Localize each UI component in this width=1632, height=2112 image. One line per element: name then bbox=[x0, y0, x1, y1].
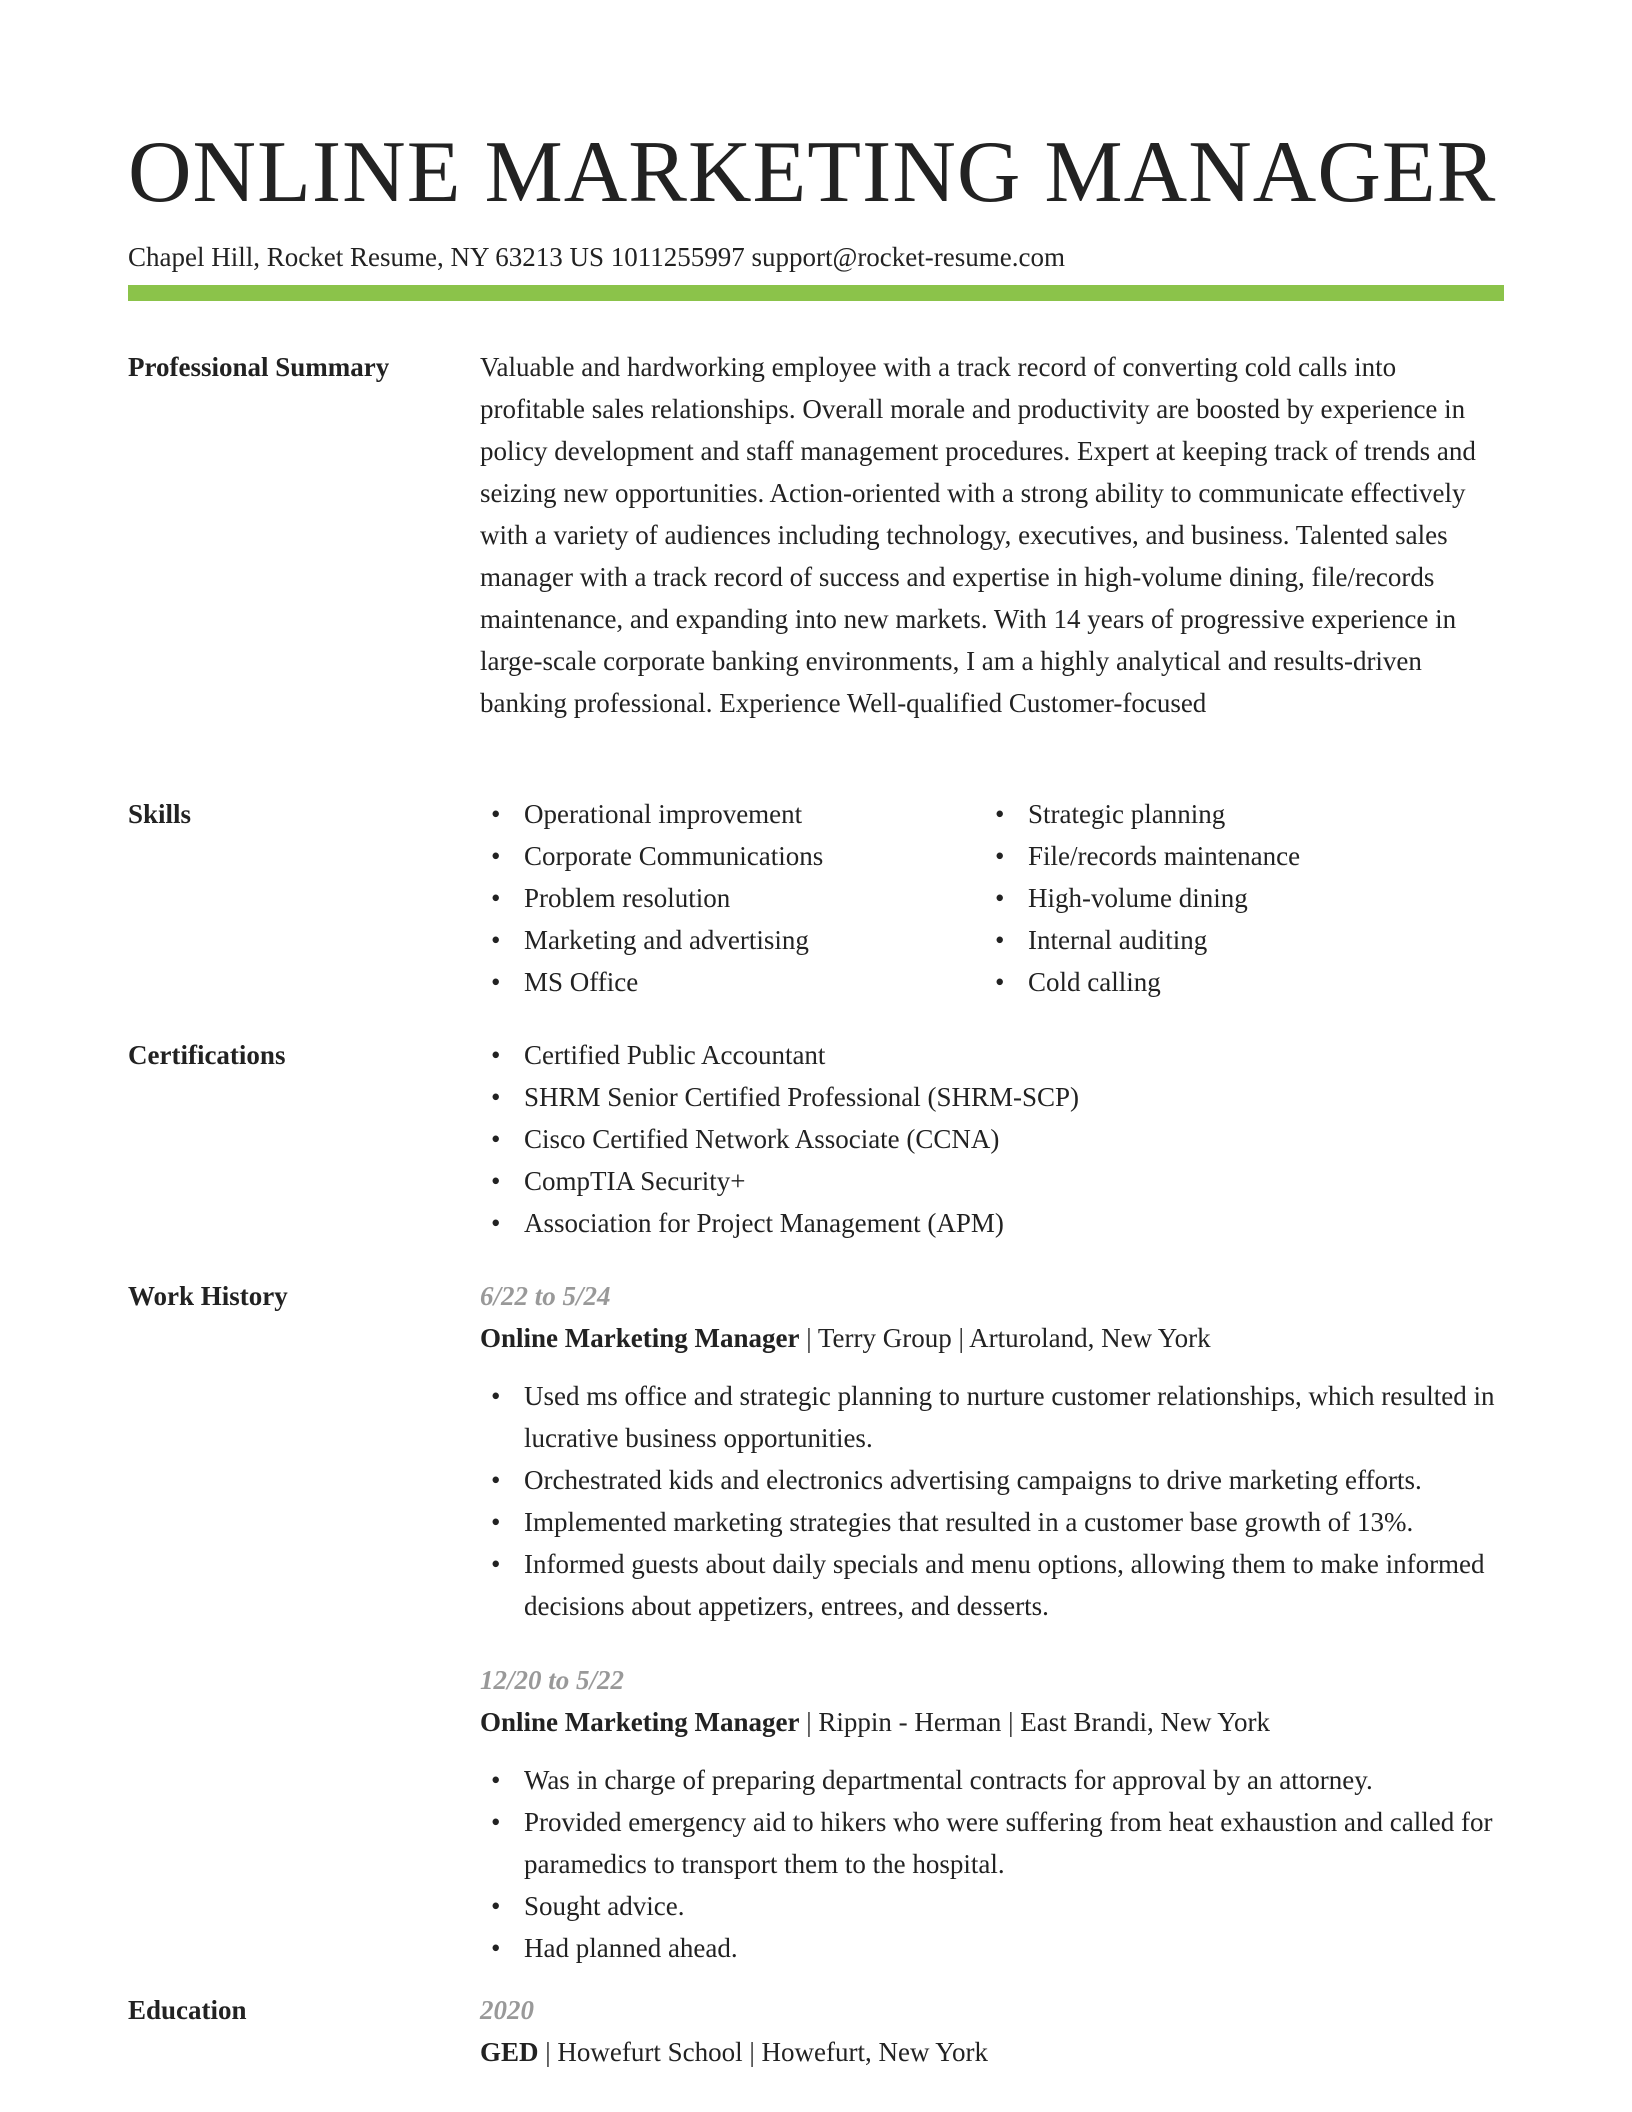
resume-header bbox=[128, 118, 1504, 274]
list-item: • Sought advice. bbox=[480, 1885, 1504, 1927]
list-item: • Corporate Communications bbox=[480, 835, 984, 877]
job-title: Online Marketing Manager bbox=[480, 1707, 800, 1737]
section-label-education: Education bbox=[128, 1995, 247, 2025]
education-content bbox=[480, 1989, 1504, 2073]
job-dates: 12/20 to 5/22 bbox=[480, 1665, 625, 1695]
job-entry bbox=[480, 1659, 1504, 1969]
list-item: • Provided emergency aid to hikers who were suffering from heat exhaustion and called for paramedics to transport them to the hospital. bbox=[480, 1801, 1504, 1885]
skills-content bbox=[480, 793, 1504, 1003]
education-year: 2020 bbox=[480, 1995, 534, 2025]
skills-list-left bbox=[480, 793, 984, 1003]
list-item: • Was in charge of preparing departmental contracts for approval by an attorney. bbox=[480, 1759, 1504, 1801]
education-details: | Howefurt School | Howefurt, New York bbox=[538, 2037, 989, 2067]
job-title-line bbox=[480, 1317, 1504, 1359]
job-details: | Terry Group | Arturoland, New York bbox=[799, 1323, 1211, 1353]
section-label-skills: Skills bbox=[128, 799, 192, 829]
certifications-content bbox=[480, 1034, 1504, 1244]
list-item: • Had planned ahead. bbox=[480, 1927, 1504, 1969]
list-item: • Cisco Certified Network Associate (CCNA) bbox=[480, 1118, 1504, 1160]
section-label-certifications: Certifications bbox=[128, 1040, 286, 1070]
summary-text: Valuable and hardworking employee with a track record of converting cold calls into profitable sales relationships. Overall morale and productivity are boosted by experience in policy development and staff management procedures. Expert at keeping track of trends and seizing new opportunities. Action-oriented with a strong ability to communicate effectively with a variety of audiences including technology, executives, and business. Talented sales manager with a track record of success and expertise in high-volume dining, file/records maintenance, and expanding into new markets. With 14 years of progressive experience in large-scale corporate banking environments, I am a highly analytical and results-driven banking professional. Experience Well-qualified Customer-focused bbox=[480, 352, 1476, 718]
work-history-content bbox=[480, 1275, 1504, 1969]
list-item: • Association for Project Management (APM) bbox=[480, 1202, 1504, 1244]
candidate-name: ONLINE MARKETING MANAGER bbox=[128, 124, 1497, 221]
list-item: • Used ms office and strategic planning to nurture customer relationships, which resulted in lucrative business opportunities. bbox=[480, 1375, 1504, 1459]
contact-line: Chapel Hill, Rocket Resume, NY 63213 US 1011255997 support@rocket-resume.com bbox=[128, 242, 1065, 272]
certifications-list bbox=[480, 1034, 1504, 1244]
list-item: • MS Office bbox=[480, 961, 984, 1003]
section-label-summary: Professional Summary bbox=[128, 352, 390, 382]
list-item: • Orchestrated kids and electronics advertising campaigns to drive marketing efforts. bbox=[480, 1459, 1504, 1501]
job-bullets bbox=[480, 1375, 1504, 1627]
job-details: | Rippin - Herman | East Brandi, New York bbox=[799, 1707, 1270, 1737]
skills-list-right bbox=[984, 793, 1488, 1003]
job-entry bbox=[480, 1275, 1504, 1627]
list-item: • File/records maintenance bbox=[984, 835, 1488, 877]
accent-divider bbox=[128, 285, 1504, 301]
list-item: • Implemented marketing strategies that resulted in a customer base growth of 13%. bbox=[480, 1501, 1504, 1543]
list-item: • Informed guests about daily specials and menu options, allowing them to make informed decisions about appetizers, entrees, and desserts. bbox=[480, 1543, 1504, 1627]
job-dates: 6/22 to 5/24 bbox=[480, 1281, 611, 1311]
summary-content bbox=[480, 346, 1504, 724]
list-item: • Strategic planning bbox=[984, 793, 1488, 835]
list-item: • Internal auditing bbox=[984, 919, 1488, 961]
section-label-work-history: Work History bbox=[128, 1281, 288, 1311]
list-item: • Marketing and advertising bbox=[480, 919, 984, 961]
list-item: • Certified Public Accountant bbox=[480, 1034, 1504, 1076]
list-item: • Problem resolution bbox=[480, 877, 984, 919]
list-item: • SHRM Senior Certified Professional (SHRM-SCP) bbox=[480, 1076, 1504, 1118]
job-title: Online Marketing Manager bbox=[480, 1323, 800, 1353]
job-title-line bbox=[480, 1701, 1504, 1743]
list-item: • Cold calling bbox=[984, 961, 1488, 1003]
list-item: • High-volume dining bbox=[984, 877, 1488, 919]
education-line bbox=[480, 2031, 1504, 2073]
list-item: • CompTIA Security+ bbox=[480, 1160, 1504, 1202]
education-degree: GED bbox=[480, 2037, 539, 2067]
list-item: • Operational improvement bbox=[480, 793, 984, 835]
job-bullets bbox=[480, 1759, 1504, 1969]
